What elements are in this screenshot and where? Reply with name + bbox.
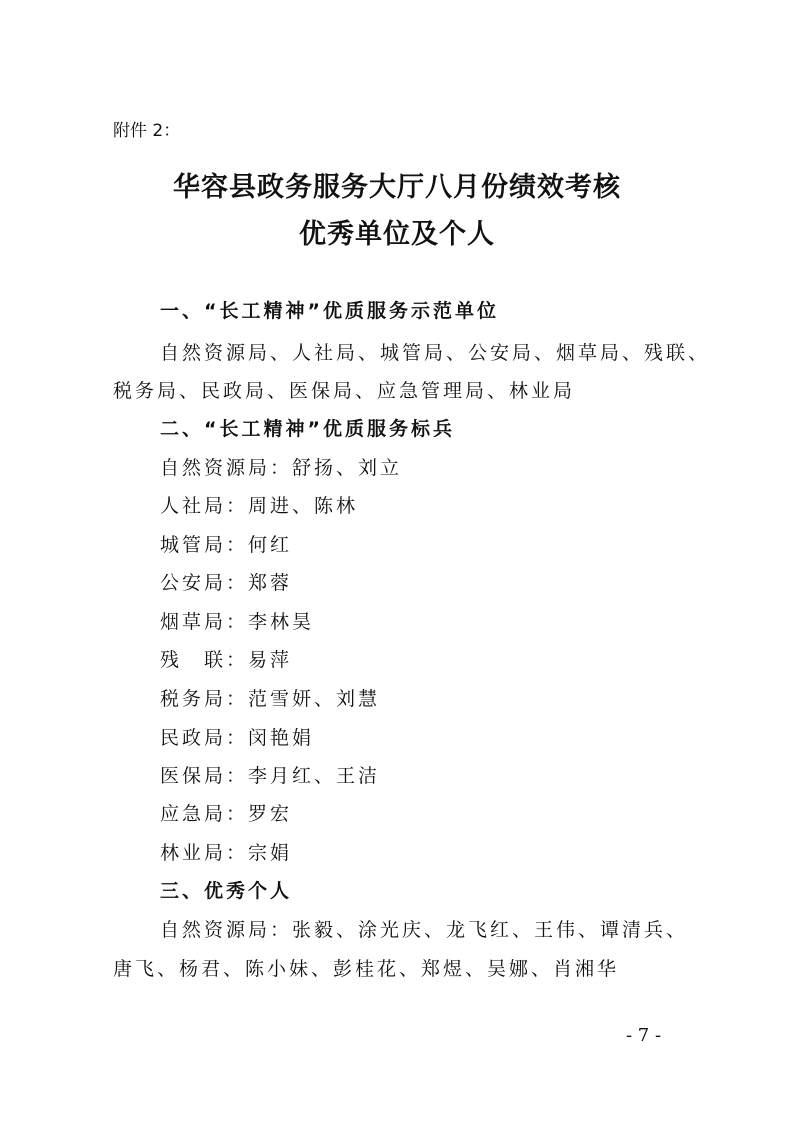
document-title-line-2: 优秀单位及个人 xyxy=(299,219,495,250)
section-1-heading: 一、“长工精神”优质服务示范单位 xyxy=(160,300,499,322)
list-item: 医保局：李月红、王洁 xyxy=(160,765,381,787)
document-title-line-1: 华容县政务服务大厅八月份绩效考核 xyxy=(173,172,621,203)
section-1-units-line-2: 税务局、民政局、医保局、应急管理局、林业局 xyxy=(113,380,576,402)
list-item: 自然资源局：舒扬、刘立 xyxy=(160,457,403,479)
section-3-names-line-1: 自然资源局：张毅、涂光庆、龙飞红、王伟、谭清兵、 xyxy=(160,919,689,941)
list-item: 城管局：何红 xyxy=(160,534,293,556)
list-item: 人社局：周进、陈林 xyxy=(160,495,359,517)
list-item: 公安局：郑蓉 xyxy=(160,572,293,594)
list-item: 残 联：易萍 xyxy=(160,649,293,671)
section-1-units-line-1: 自然资源局、人社局、城管局、公安局、烟草局、残联、 xyxy=(160,342,711,364)
section-3-names-line-2: 唐飞、杨君、陈小妹、彭桂花、郑煜、吴娜、肖湘华 xyxy=(113,958,620,980)
list-item: 应急局：罗宏 xyxy=(160,803,293,825)
section-2-heading: 二、“长工精神”优质服务标兵 xyxy=(160,418,455,440)
list-item: 林业局：宗娟 xyxy=(160,842,293,864)
section-3-heading: 三、优秀个人 xyxy=(160,880,293,902)
attachment-label: 附件 2： xyxy=(113,121,181,141)
list-item: 烟草局：李林昊 xyxy=(160,611,315,633)
page-number: - 7 - xyxy=(626,1025,662,1046)
list-item: 税务局：范雪妍、刘慧 xyxy=(160,688,381,710)
list-item: 民政局：闵艳娟 xyxy=(160,727,315,749)
